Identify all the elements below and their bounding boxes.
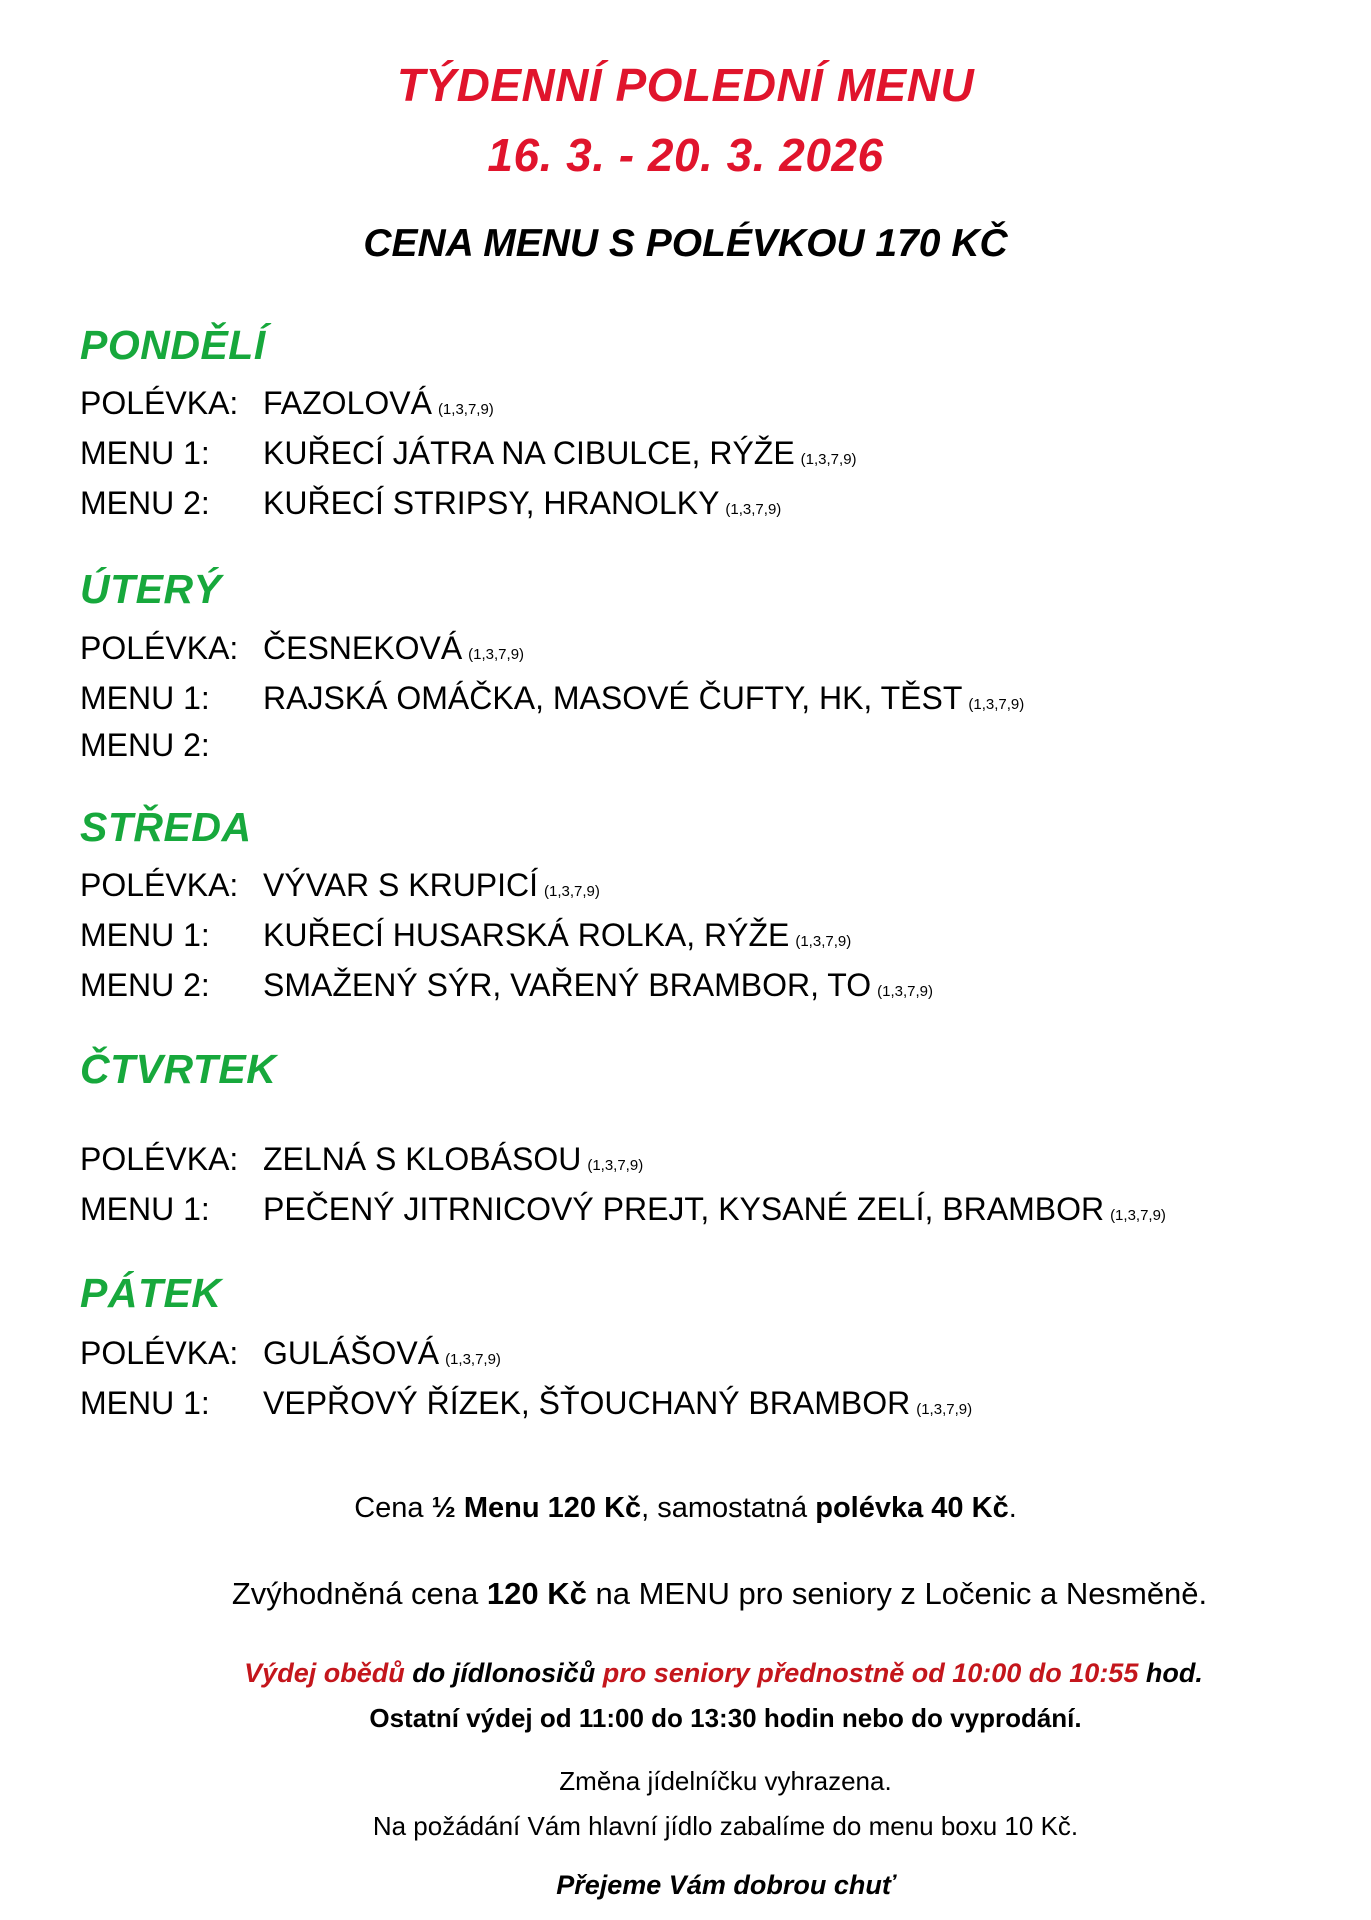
- allergens: (1,3,7,9): [544, 883, 600, 900]
- row-label: MENU 1:: [80, 680, 210, 716]
- note-text: Výdej obědů: [244, 1658, 405, 1688]
- dish-name: PEČENÝ JITRNICOVÝ PREJT, KYSANÉ ZELÍ, BRAMBOR: [263, 1191, 1105, 1227]
- dish-name: VÝVAR S KRUPICÍ: [263, 867, 539, 903]
- allergens: (1,3,7,9): [877, 983, 933, 1000]
- row-dish: [263, 385, 494, 422]
- row-dish: [263, 867, 600, 904]
- other-issue-note: Ostatní výdej od 11:00 do 13:30 hodin nebo do vyprodání.: [369, 1703, 1082, 1733]
- note-text: do jídlonosičů: [404, 1658, 603, 1688]
- row-label: MENU 2:: [80, 727, 210, 763]
- half-menu-price-note: [0, 1492, 1371, 1525]
- allergens: (1,3,7,9): [437, 401, 494, 418]
- row-dish: [263, 1385, 972, 1422]
- row-dish: [263, 1191, 1166, 1228]
- allergens: (1,3,7,9): [587, 1157, 644, 1174]
- senior-price: 120 Kč: [486, 1576, 587, 1611]
- menu-box-note: Na požádání Vám hlavní jídlo zabalíme do menu boxu 10 Kč.: [372, 1811, 1079, 1841]
- dish-name: KUŘECÍ STRIPSY, HRANOLKY: [263, 485, 720, 521]
- closing-wish: Přejeme Vám dobrou chuť: [556, 1870, 895, 1900]
- menu-price-heading: CENA MENU S POLÉVKOU 170 KČ: [363, 222, 1008, 265]
- row-label: MENU 2:: [80, 485, 210, 521]
- allergens: (1,3,7,9): [468, 646, 525, 663]
- note-text: na MENU pro seniory z Ločenic a Nesměně.: [586, 1576, 1208, 1611]
- row-label: MENU 2:: [80, 967, 210, 1003]
- dish-name: RAJSKÁ OMÁČKA, MASOVÉ ČUFTY, HK, TĚST: [263, 680, 963, 716]
- allergens: (1,3,7,9): [968, 696, 1025, 713]
- note-text: , samostatná: [641, 1492, 816, 1524]
- dish-name: ZELNÁ S KLOBÁSOU: [263, 1141, 582, 1177]
- row-dish: [263, 1335, 501, 1372]
- day-heading-friday: PÁTEK: [80, 1270, 222, 1316]
- row-label: MENU 1:: [80, 917, 210, 953]
- row-dish: [263, 967, 933, 1004]
- dish-name: ČESNEKOVÁ: [263, 630, 463, 666]
- allergens: (1,3,7,9): [795, 933, 852, 950]
- allergens: (1,3,7,9): [800, 451, 857, 468]
- day-heading-tuesday: ÚTERÝ: [80, 566, 222, 612]
- row-dish: [263, 485, 781, 522]
- row-label: POLÉVKA:: [80, 385, 239, 421]
- allergens: (1,3,7,9): [725, 501, 782, 518]
- dish-name: SMAŽENÝ SÝR, VAŘENÝ BRAMBOR, TO: [263, 967, 872, 1003]
- row-label: MENU 1:: [80, 1191, 210, 1227]
- senior-issue-time: pro seniory přednostně od 10:00 do 10:55: [602, 1658, 1139, 1688]
- day-heading-monday: PONDĚLÍ: [80, 322, 266, 368]
- half-menu-price: ½ Menu 120 Kč: [431, 1492, 642, 1524]
- allergens: (1,3,7,9): [916, 1401, 973, 1418]
- note-text: Cena: [354, 1492, 432, 1524]
- senior-price-note: [34, 1576, 1371, 1612]
- row-dish: [263, 917, 851, 954]
- dish-name: KUŘECÍ HUSARSKÁ ROLKA, RÝŽE: [263, 917, 790, 953]
- note-text: Zvýhodněná cena: [231, 1576, 487, 1611]
- dish-name: KUŘECÍ JÁTRA NA CIBULCE, RÝŽE: [263, 435, 795, 471]
- dish-name: GULÁŠOVÁ: [263, 1335, 440, 1371]
- row-dish: [263, 727, 269, 764]
- dish-name: VEPŘOVÝ ŘÍZEK, ŠŤOUCHANÝ BRAMBOR: [263, 1385, 911, 1421]
- dish-name: FAZOLOVÁ: [263, 385, 432, 421]
- menu-change-note: Změna jídelníčku vyhrazena.: [559, 1766, 892, 1796]
- note-text: .: [1008, 1492, 1017, 1524]
- row-label: POLÉVKA:: [80, 1335, 239, 1371]
- row-label: MENU 1:: [80, 435, 210, 471]
- note-text: hod.: [1138, 1658, 1203, 1688]
- menu-dates: 16. 3. - 20. 3. 2026: [487, 129, 884, 181]
- row-dish: [263, 680, 1024, 717]
- allergens: (1,3,7,9): [445, 1351, 501, 1368]
- row-dish: [263, 435, 857, 472]
- day-heading-wednesday: STŘEDA: [80, 804, 252, 850]
- day-heading-thursday: ČTVRTEK: [80, 1046, 277, 1092]
- row-dish: [263, 1141, 643, 1178]
- row-dish: [263, 630, 524, 667]
- lunch-issue-note: [38, 1658, 1371, 1689]
- allergens: (1,3,7,9): [1110, 1207, 1166, 1224]
- menu-title: TÝDENNÍ POLEDNÍ MENU: [396, 59, 975, 111]
- row-label: POLÉVKA:: [80, 630, 239, 666]
- row-label: POLÉVKA:: [80, 1141, 239, 1177]
- row-label: POLÉVKA:: [80, 867, 239, 903]
- soup-price: polévka 40 Kč: [815, 1492, 1009, 1524]
- row-label: MENU 1:: [80, 1385, 210, 1421]
